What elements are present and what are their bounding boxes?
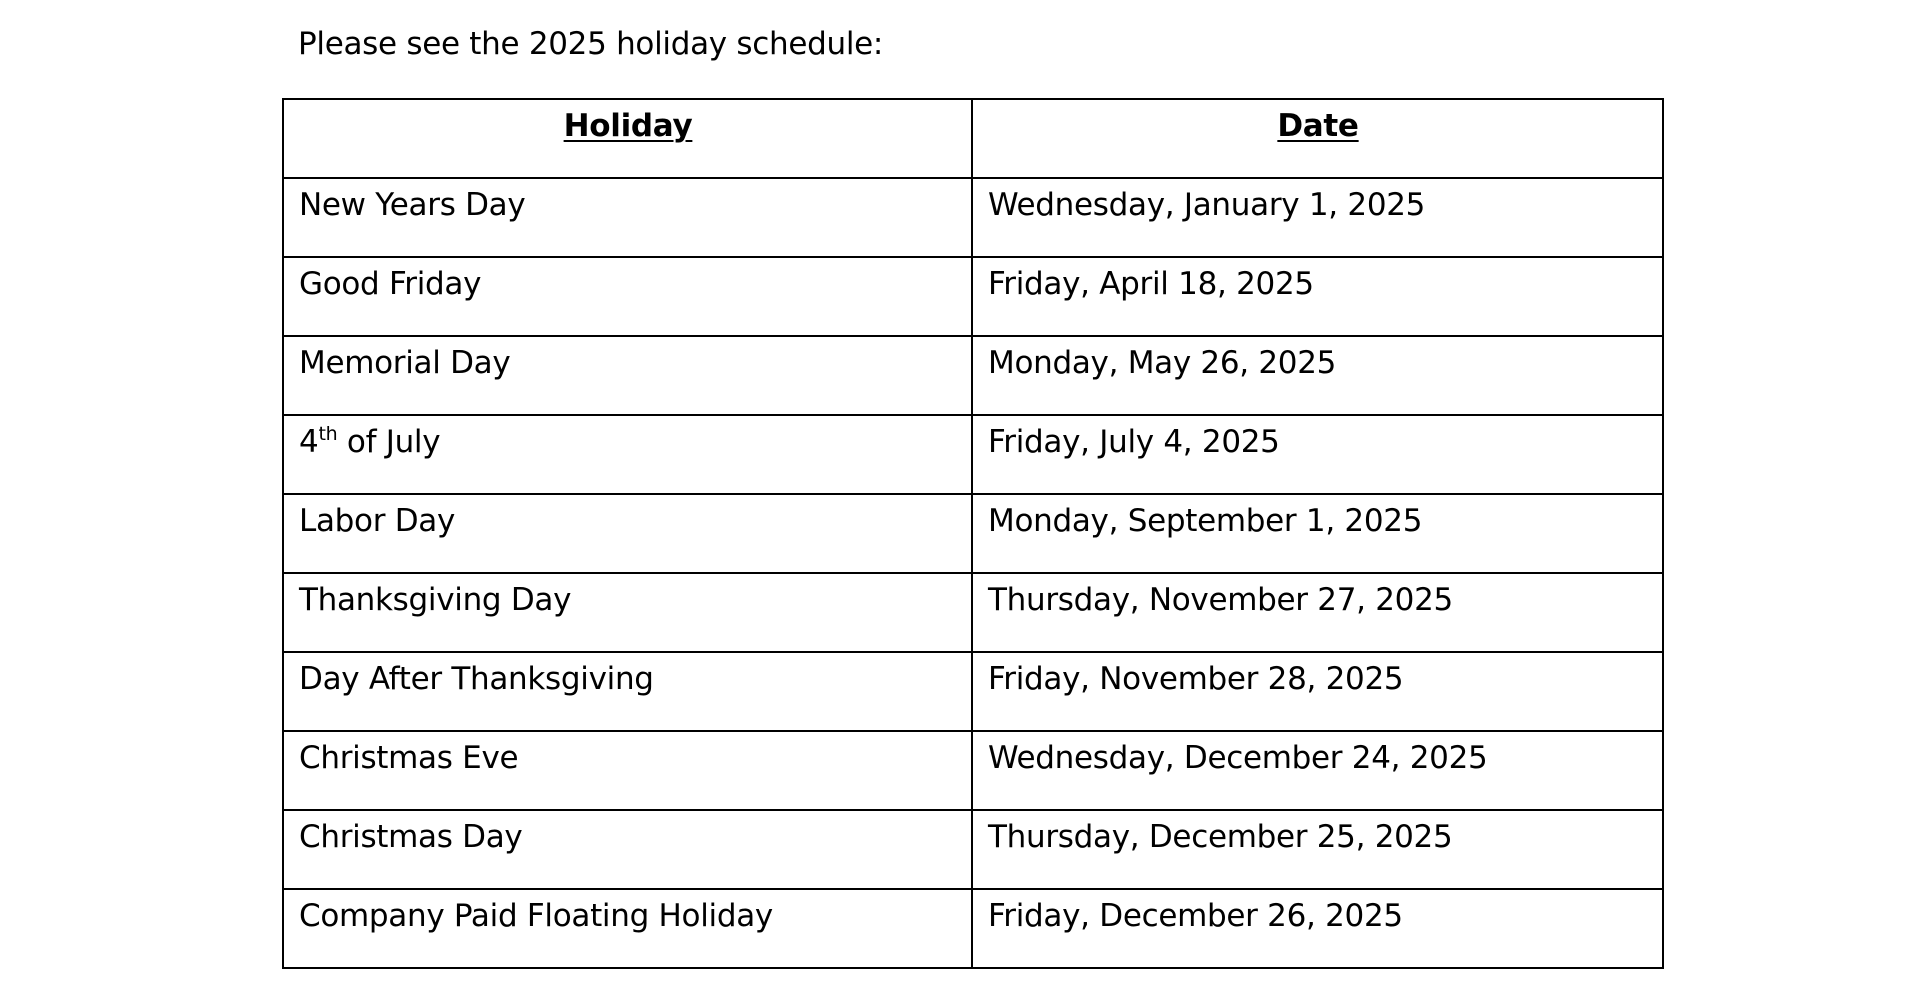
holiday-name-rest: of July [337, 424, 441, 460]
table-row [283, 336, 1663, 415]
table-row [283, 415, 1663, 494]
table-row [283, 573, 1663, 652]
holiday-cell: Memorial Day [283, 336, 972, 415]
header-date-label: Date [1277, 108, 1359, 144]
date-cell: Monday, September 1, 2025 [972, 494, 1663, 573]
holiday-schedule-table [282, 98, 1664, 969]
date-cell: Monday, May 26, 2025 [972, 336, 1663, 415]
table-row [283, 652, 1663, 731]
holiday-cell: Day After Thanksgiving [283, 652, 972, 731]
intro-text: Please see the 2025 holiday schedule: [298, 26, 884, 62]
holiday-cell: Christmas Day [283, 810, 972, 889]
holiday-cell: Good Friday [283, 257, 972, 336]
table-row [283, 810, 1663, 889]
holiday-cell: Company Paid Floating Holiday [283, 889, 972, 968]
date-cell: Friday, April 18, 2025 [972, 257, 1663, 336]
table-row [283, 178, 1663, 257]
date-cell: Thursday, December 25, 2025 [972, 810, 1663, 889]
date-cell: Wednesday, December 24, 2025 [972, 731, 1663, 810]
table-row [283, 494, 1663, 573]
date-cell: Thursday, November 27, 2025 [972, 573, 1663, 652]
date-cell: Wednesday, January 1, 2025 [972, 178, 1663, 257]
holiday-cell: Labor Day [283, 494, 972, 573]
header-date [972, 99, 1663, 178]
date-cell: Friday, July 4, 2025 [972, 415, 1663, 494]
date-cell: Friday, December 26, 2025 [972, 889, 1663, 968]
holiday-cell: New Years Day [283, 178, 972, 257]
holiday-cell [283, 415, 972, 494]
holiday-ordinal-suffix: th [318, 423, 338, 445]
table-row [283, 731, 1663, 810]
header-holiday-label: Holiday [563, 108, 693, 144]
holiday-ordinal-number: 4 [299, 424, 319, 460]
holiday-cell: Thanksgiving Day [283, 573, 972, 652]
date-cell: Friday, November 28, 2025 [972, 652, 1663, 731]
header-holiday [283, 99, 972, 178]
table-row [283, 257, 1663, 336]
holiday-cell: Christmas Eve [283, 731, 972, 810]
table-header-row [283, 99, 1663, 178]
table-row [283, 889, 1663, 968]
